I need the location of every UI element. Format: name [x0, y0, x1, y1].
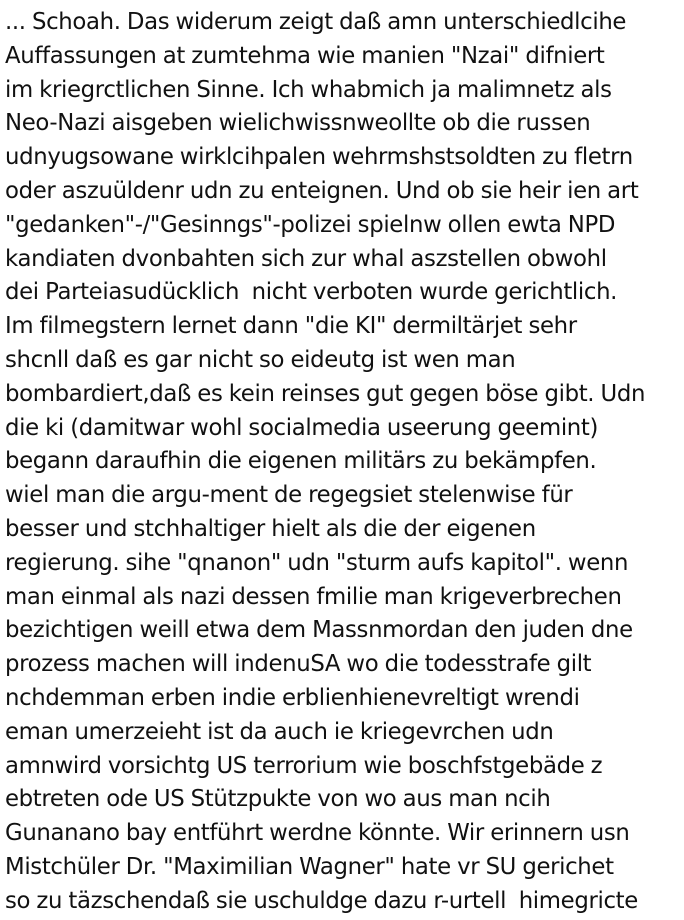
text-line: Gunanano bay entführt werdne könnte. Wir erinnern usn: [5, 820, 630, 847]
text-line: dei Parteiasudücklich nicht verboten wurde gerichtlich.: [5, 279, 618, 306]
text-line: im kriegrctlichen Sinne. Ich whabmich ja malimnetz als: [5, 76, 612, 103]
text-line: so zu täzschendaß sie uschuldge dazu r-urtell himegricte: [5, 887, 638, 914]
text-line: eman umerzeieht ist da auch ie kriegevrchen udn: [5, 718, 554, 745]
text-line: Im filmegstern lernet dann "die KI" dermiltärjet sehr: [5, 313, 577, 340]
text-line: oder aszuüldenr udn zu enteignen. Und ob sie heir ien art: [5, 177, 639, 204]
text-line: "gedanken"-/"Gesinngs"-polizei spielnw ollen ewta NPD: [5, 211, 616, 238]
text-line: bombardiert,daß es kein reinses gut gegen böse gibt. Udn: [5, 380, 646, 407]
text-line: nchdemman erben indie erblienhienevreltigt wrendi: [5, 684, 580, 711]
text-line: amnwird vorsichtg US terrorium wie boschfstgebäde z: [5, 752, 603, 779]
text-line: Mistchüler Dr. "Maximilian Wagner" hate vr SU gerichet: [5, 853, 614, 880]
text-line: ... Schoah. Das widerum zeigt daß amn unterschiedlcihe: [5, 9, 627, 35]
text-line: die ki (damitwar wohl socialmedia useerung geemint): [5, 414, 599, 441]
text-line: regierung. sihe "qnanon" udn "sturm aufs kapitol". wenn: [5, 549, 629, 576]
text-line: ebtreten ode US Stützpukte von wo aus man ncih: [5, 786, 551, 813]
text-line: Neo-Nazi aisgeben wielichwissnweollte ob die russen: [5, 110, 591, 137]
text-line: wiel man die argu-ment de regegsiet stelenwise für: [5, 482, 573, 509]
body-text: [5, 6, 681, 919]
text-line: man einmal als nazi dessen fmilie man krigeverbrechen: [5, 583, 622, 610]
text-line: kandiaten dvonbahten sich zur whal aszstellen obwohl: [5, 245, 607, 272]
text-line: besser und stchhaltiger hielt als die der eigenen: [5, 515, 536, 542]
text-line: bezichtigen weill etwa dem Massnmordan den juden dne: [5, 617, 633, 644]
text-line: begann daraufhin die eigenen militärs zu bekämpfen.: [5, 448, 597, 475]
text-line: Auffassungen at zumtehma wie manien "Nzai" difniert: [5, 42, 605, 69]
text-line: udnyugsowane wirklcihpalen wehrmshstsoldten zu fletrn: [5, 144, 633, 171]
text-line: prozess machen will indenuSA wo die todesstrafe gilt: [5, 651, 592, 678]
text-line: shcnll daß es gar nicht so eideutg ist wen man: [5, 346, 516, 373]
